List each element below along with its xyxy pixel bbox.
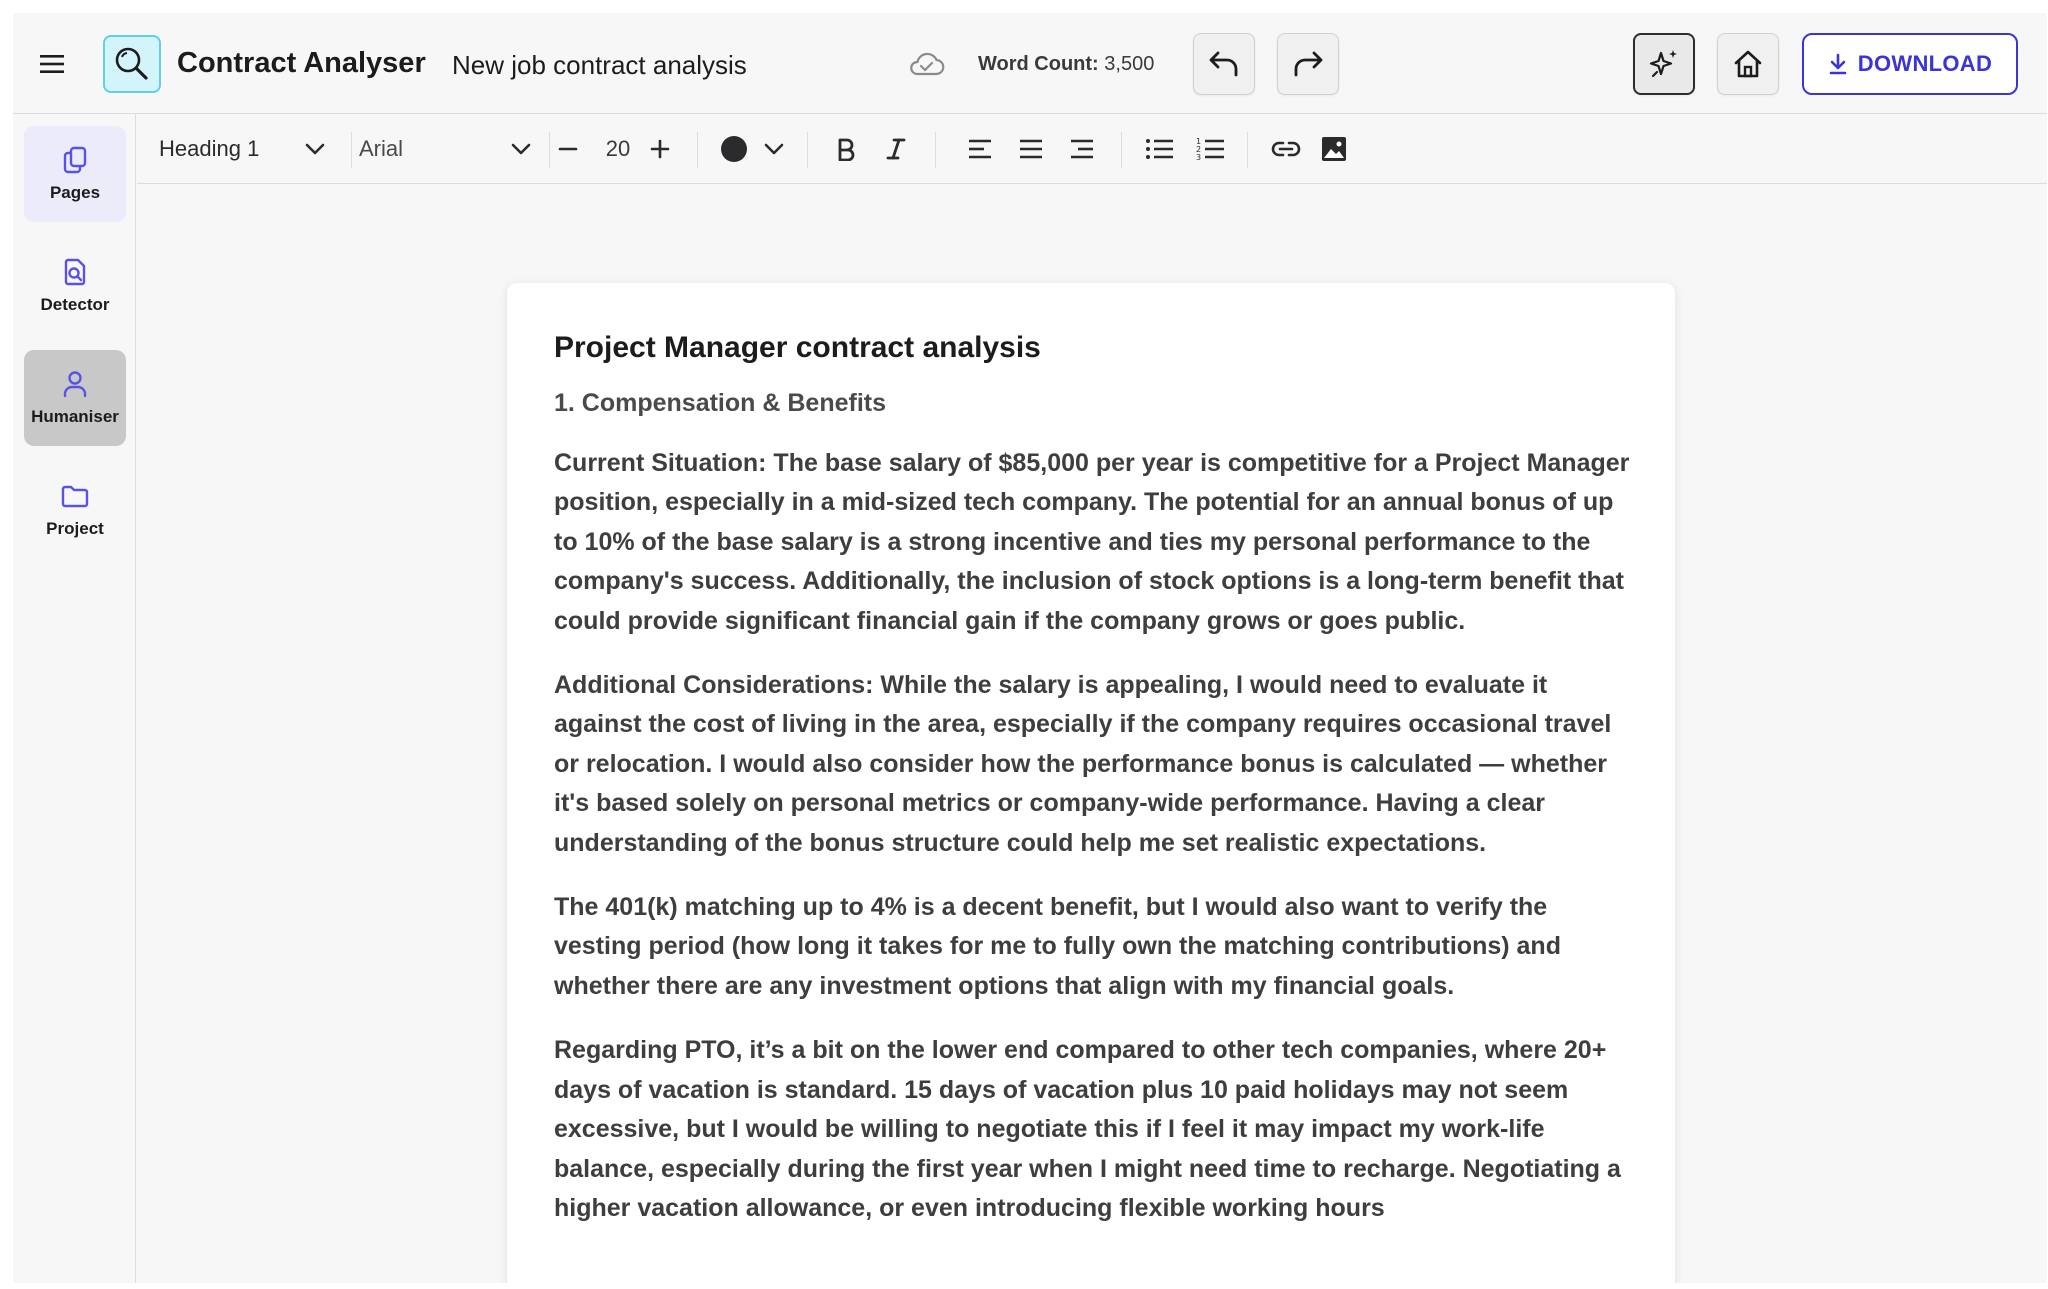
paragraph[interactable]: Current Situation: The base salary of $85,000 per year is competitive for a Project Manager position, especially in a mid-sized tech company. The potential for an annual bonus of up to 10% of the base salary is a strong incentive and ties my personal performance to the company's success. Additionally, the inclusion of stock options is a long-term benefit that could provide significant financial gain if the company grows or goes public. — [554, 449, 1630, 635]
toolbar-divider — [935, 132, 936, 168]
align-left-icon — [967, 138, 993, 160]
undo-icon — [1207, 49, 1241, 79]
font-size-decrease-button[interactable] — [557, 114, 587, 184]
numbered-list-button[interactable] — [1196, 114, 1228, 184]
sidebar-item-humaniser[interactable] — [24, 350, 126, 446]
insert-link-button[interactable] — [1270, 114, 1302, 184]
app-logo[interactable] — [103, 35, 161, 93]
plus-icon — [649, 138, 671, 160]
font-size-value[interactable] — [603, 114, 633, 184]
italic-icon — [885, 137, 907, 161]
bullet-list-button[interactable] — [1145, 114, 1177, 184]
document-canvas[interactable] — [137, 185, 2047, 1283]
folder-icon — [60, 481, 90, 511]
sidebar-item-project[interactable] — [24, 462, 126, 558]
chevron-down-icon — [509, 141, 533, 157]
chevron-down-icon — [763, 141, 785, 157]
sidebar-item-label: Humaniser — [31, 407, 119, 426]
document-page[interactable] — [507, 283, 1675, 1283]
bold-icon — [835, 137, 857, 161]
toolbar-divider — [697, 132, 698, 168]
sidebar — [13, 114, 136, 1283]
color-swatch-icon — [719, 134, 749, 164]
font-family-value: Arial — [359, 136, 404, 161]
sidebar-item-label: Project — [46, 519, 104, 538]
ai-assist-button[interactable] — [1633, 33, 1695, 95]
user-icon — [60, 369, 90, 399]
download-button[interactable] — [1802, 33, 2018, 95]
home-icon — [1732, 48, 1764, 80]
ai-sparkle-icon — [1647, 47, 1681, 81]
numbered-list-icon — [1196, 136, 1226, 162]
top-bar — [13, 13, 2047, 114]
paragraph[interactable]: The 401(k) matching up to 4% is a decent benefit, but I would also want to verify the vesting period (how long it takes for me to fully own the matching contributions) and whether there are any investment options that align with my financial goals. — [554, 893, 1561, 1000]
block-style-value: Heading 1 — [159, 136, 260, 161]
toolbar-divider — [1121, 132, 1122, 168]
sidebar-item-label: Detector — [40, 295, 110, 314]
insert-image-button[interactable] — [1320, 114, 1352, 184]
word-count-label: Word Count: — [978, 53, 1099, 75]
sidebar-item-detector[interactable] — [24, 238, 126, 334]
paragraph[interactable]: Additional Considerations: While the salary is appealing, I would need to evaluate it against the cost of living in the area, especially if the company requires occasional travel or relocation. I would also consider how the performance bonus is calculated — whether it's based solely on personal metrics or company-wide performance. Having a clear understanding of the bonus structure could help me set realistic expectations. — [554, 671, 1612, 857]
font-size-increase-button[interactable] — [649, 114, 679, 184]
align-right-button[interactable] — [1069, 114, 1099, 184]
word-count — [978, 53, 1154, 76]
svg-text:3: 3 — [1196, 153, 1202, 162]
format-toolbar — [137, 114, 2047, 184]
align-center-button[interactable] — [1018, 114, 1048, 184]
bullet-list-icon — [1145, 137, 1175, 161]
pages-icon — [60, 145, 90, 175]
home-button[interactable] — [1717, 33, 1779, 95]
italic-button[interactable] — [885, 114, 915, 184]
sidebar-item-label: Pages — [49, 183, 101, 202]
detector-icon — [60, 257, 90, 287]
document-name[interactable]: New job contract analysis — [452, 50, 747, 80]
svg-text:2: 2 — [1196, 145, 1202, 154]
download-icon — [1828, 53, 1848, 75]
toolbar-divider — [351, 132, 352, 168]
document-body[interactable] — [554, 331, 1634, 1253]
toolbar-divider — [807, 132, 808, 168]
align-center-icon — [1018, 138, 1044, 160]
word-count-value: 3,500 — [1104, 53, 1155, 75]
image-icon — [1320, 135, 1348, 163]
link-icon — [1270, 139, 1302, 159]
download-label: DOWNLOAD — [1857, 51, 1993, 76]
svg-text:1: 1 — [1196, 137, 1202, 146]
app-window — [13, 13, 2047, 1283]
magnifier-logo-icon — [112, 44, 152, 84]
font-size-text: 20 — [605, 136, 631, 161]
text-color-picker[interactable] — [719, 114, 791, 184]
document-heading[interactable]: Project Manager contract analysis — [554, 331, 1041, 364]
menu-icon — [39, 53, 65, 75]
cloud-saved-icon — [906, 49, 946, 79]
redo-button[interactable] — [1277, 33, 1339, 95]
undo-button[interactable] — [1193, 33, 1255, 95]
bold-button[interactable] — [835, 114, 865, 184]
toolbar-divider — [549, 132, 550, 168]
menu-button[interactable] — [35, 47, 69, 81]
section-heading[interactable]: 1. Compensation & Benefits — [554, 389, 886, 417]
align-right-icon — [1069, 138, 1095, 160]
app-title: Contract Analyser — [177, 47, 426, 79]
block-style-select[interactable] — [159, 114, 344, 184]
minus-icon — [557, 138, 579, 160]
redo-icon — [1291, 49, 1325, 79]
chevron-down-icon — [303, 141, 327, 157]
paragraph[interactable]: Regarding PTO, it’s a bit on the lower end compared to other tech companies, where 20+ days of vacation is standard. 15 days of vacation plus 10 paid holidays may not seem excessive, but I would be willing to negotiate this if I feel it may impact my work-life balance, especially during the first year when I might need time to recharge. Negotiating a higher vacation allowance, or even introducing flexible working hours — [554, 1036, 1621, 1222]
sidebar-item-pages[interactable] — [24, 126, 126, 222]
font-family-select[interactable] — [359, 114, 541, 184]
toolbar-divider — [1247, 132, 1248, 168]
align-left-button[interactable] — [967, 114, 997, 184]
